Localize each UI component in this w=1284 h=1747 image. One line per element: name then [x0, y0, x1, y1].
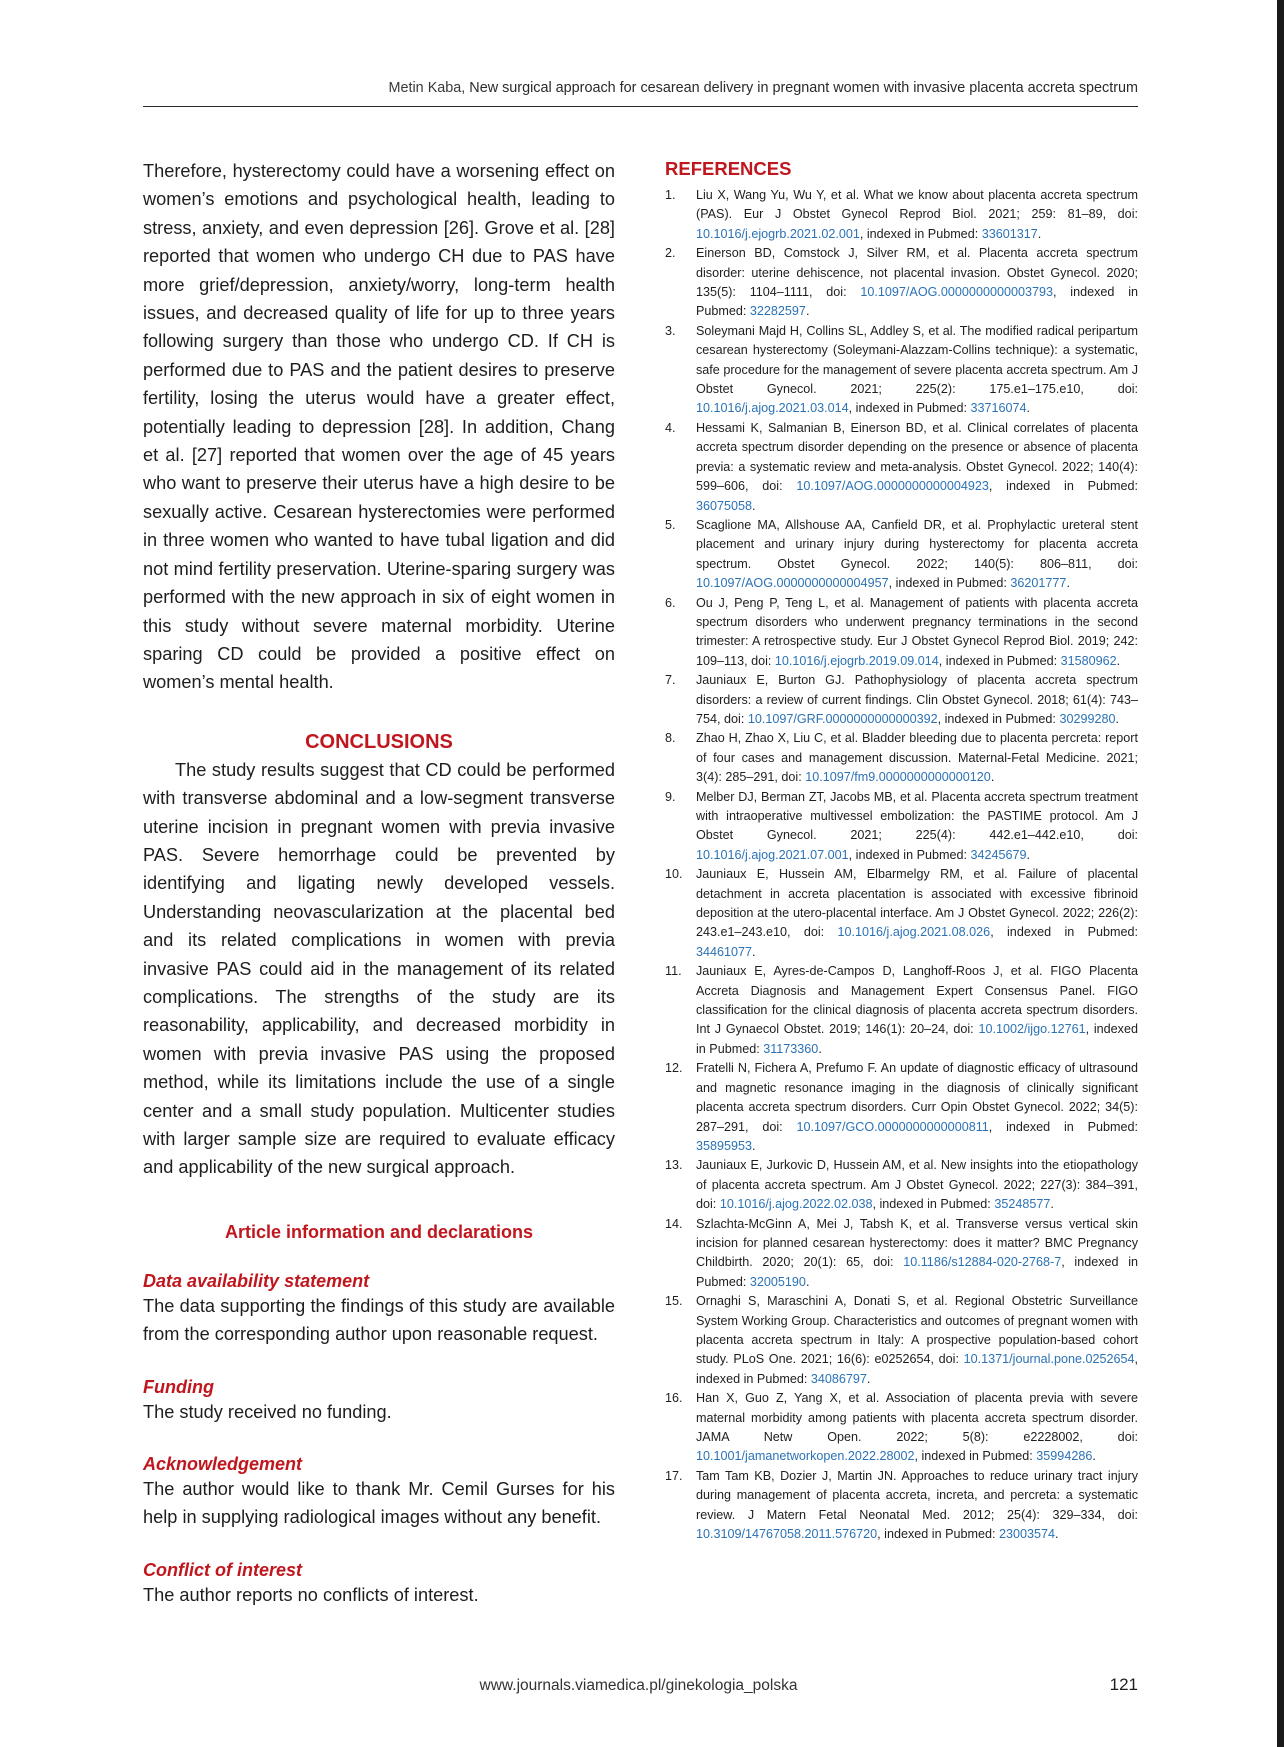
- reference-text: Scaglione MA, Allshouse AA, Canfield DR, et al. Prophylactic ureteral stent placement and urinary injury during hysterectomy for placenta accreta spectrum. Obstet Gynecol. 2022; 140(5): 806–811, doi:: [696, 517, 1138, 571]
- reference-text: Fratelli N, Fichera A, Prefumo F. An update of diagnostic efficacy of ultrasound and magnetic resonance imaging in the diagnosis of clinically significant placenta accreta spectrum disorders. Curr Opin Obstet Gynecol. 2022; 34(5): 287–291, doi:: [696, 1061, 1138, 1134]
- reference-number: 10.: [665, 867, 683, 882]
- declaration-title: Funding: [143, 1376, 214, 1397]
- reference-doi-link[interactable]: 10.3109/14767058.2011.576720: [696, 1527, 878, 1542]
- reference-text: Ou J, Peng P, Teng L, et al. Management of patients with placenta accreta spectrum disorders who underwent pregnancy terminations in the second trimester: A retrospective study. Eur J Obstet Gynecol Reprod Biol. 2019; 242: 109–113, doi:: [696, 595, 1138, 668]
- reference-number: 5.: [665, 517, 676, 532]
- reference-pubmed-link[interactable]: 35994286: [1036, 1449, 1093, 1464]
- running-header: [143, 80, 1138, 107]
- reference-pubmed-link[interactable]: 30299280: [1059, 711, 1116, 726]
- reference-doi-link[interactable]: 10.1016/j.ajog.2021.07.001: [696, 847, 849, 862]
- reference-item: [665, 1389, 1138, 1467]
- declaration-data-availability: [143, 1271, 615, 1349]
- reference-number: 1.: [665, 188, 676, 202]
- declaration-conflict-of-interest: [143, 1560, 615, 1609]
- reference-number: 14.: [665, 1216, 683, 1231]
- reference-pubmed-label: , indexed in Pubmed:: [848, 401, 967, 416]
- reference-number: 11.: [665, 964, 682, 979]
- reference-number: 16.: [665, 1391, 683, 1406]
- conclusions-paragraph: The study results suggest that CD could be performed with transverse abdominal and a low-segment transverse uterine incision in pregnant women with previa invasive PAS. Severe hemorrhage could be prevented by identifying and ligating newly developed vessels. Understanding neovascularization at the placental bed and its related complications in women with previa invasive PAS could aid in the management of its related complications. The strengths of the study are its reasonability, applicability, and decreased morbidity in women with previa invasive PAS using the proposed method, while its limitations include the use of a single center and a small study population. Multicenter studies with larger sample size are required to evaluate efficacy and applicability of the new surgical approach.: [143, 759, 615, 1178]
- declaration-title: Conflict of interest: [143, 1559, 303, 1580]
- reference-end: .: [1026, 847, 1031, 862]
- reference-item: [665, 516, 1138, 594]
- reference-pubmed-label: , indexed in Pubmed:: [859, 226, 979, 241]
- reference-pubmed-label: , indexed in Pubmed:: [696, 1022, 1138, 1056]
- reference-item: [665, 322, 1138, 419]
- reference-item: [665, 244, 1138, 322]
- reference-pubmed-label: , indexed in Pubmed:: [872, 1197, 991, 1212]
- article-info-heading: Article information and declarations: [224, 1221, 534, 1242]
- reference-item: [665, 865, 1138, 962]
- reference-pubmed-label: , indexed in Pubmed:: [696, 1255, 1139, 1289]
- reference-pubmed-label: , indexed in Pubmed:: [990, 925, 1138, 940]
- reference-doi-link[interactable]: 10.1371/journal.pone.0252654: [963, 1352, 1135, 1367]
- reference-pubmed-label: , indexed in Pubmed:: [877, 1527, 996, 1542]
- reference-number: 4.: [665, 420, 676, 435]
- reference-item: [665, 671, 1138, 729]
- reference-doi-link[interactable]: 10.1097/AOG.0000000000004923: [796, 479, 989, 494]
- reference-doi-link[interactable]: 10.1097/AOG.0000000000004957: [696, 576, 889, 591]
- header-title: New surgical approach for cesarean delivery in pregnant women with invasive placenta accreta spectrum: [469, 80, 1138, 96]
- reference-text: Hessami K, Salmanian B, Einerson BD, et al. Clinical correlates of placenta accreta spectrum disorder depending on the presence or absence of placenta previa: a systematic review and meta-analysis. Obstet Gynecol. 2022; 140(4): 599–606, doi:: [696, 420, 1138, 494]
- reference-number: 7.: [665, 673, 676, 688]
- declaration-text: The author reports no conflicts of interest.: [143, 1584, 479, 1605]
- reference-doi-link[interactable]: 10.1016/j.ejogrb.2021.02.001: [696, 226, 860, 241]
- reference-number: 6.: [665, 595, 676, 610]
- reference-end: .: [752, 498, 756, 513]
- reference-text: Ornaghi S, Maraschini A, Donati S, et al. Regional Obstetric Surveillance System Working Group. Characteristics and outcomes of pregnant women with placenta accreta spectrum in Italy: A prospective population-based cohort study. PLoS One. 2021; 16(6): e0252654, doi:: [696, 1294, 1138, 1367]
- reference-pubmed-label: , indexed in Pubmed:: [938, 653, 1058, 668]
- reference-pubmed-link[interactable]: 36201777: [1010, 576, 1067, 591]
- reference-doi-link[interactable]: 10.1097/GRF.0000000000000392: [747, 711, 938, 726]
- reference-pubmed-label: , indexed in Pubmed:: [696, 285, 1138, 319]
- reference-item: [665, 729, 1138, 787]
- reference-item: [665, 419, 1138, 516]
- reference-pubmed-label: , indexed in Pubmed:: [937, 711, 1056, 726]
- reference-text: Soleymani Majd H, Collins SL, Addley S, et al. The modified radical peripartum cesarean hysterectomy (Soleymani-Alazzam-Collins technique): a systematic, safe procedure for the management of severe placenta accreta spectrum. Am J Obstet Gynecol. 2021; 225(2): 175.e1–175.e10, doi:: [696, 323, 1138, 397]
- reference-text: Tam Tam KB, Dozier J, Martin JN. Approaches to reduce urinary tract injury during management of placenta accreta, increta, and percreta: a systematic review. J Matern Fetal Neonatal Med. 2012; 25(4): 329–334, doi:: [696, 1468, 1138, 1522]
- reference-pubmed-link[interactable]: 34245679: [970, 847, 1027, 862]
- reference-end: .: [1026, 401, 1031, 416]
- reference-text: Zhao H, Zhao X, Liu C, et al. Bladder bleeding due to placenta percreta: report of four cases and management discussion. Maternal-Fetal Medicine. 2021; 3(4): 285–291, doi:: [696, 731, 1138, 785]
- right-column: [665, 158, 1138, 1544]
- reference-pubmed-link[interactable]: 33716074: [970, 401, 1027, 416]
- declaration-acknowledgement: [143, 1454, 615, 1532]
- reference-pubmed-link[interactable]: 33601317: [981, 226, 1038, 241]
- declaration-title: Data availability statement: [143, 1270, 370, 1291]
- reference-doi-link[interactable]: 10.1016/j.ajog.2022.02.038: [719, 1197, 873, 1212]
- reference-number: 9.: [665, 789, 676, 804]
- reference-number: 13.: [665, 1158, 683, 1173]
- reference-end: .: [1116, 653, 1121, 668]
- reference-text: Jauniaux E, Hussein AM, Elbarmelgy RM, et al. Failure of placental detachment in accreta placentation is associated with excessive fibrinoid deposition at the utero-placental interface. Am J Obstet Gynecol. 2022; 226(2): 243.e1–243.e10, doi:: [696, 867, 1138, 940]
- declaration-text: The study received no funding.: [143, 1401, 392, 1422]
- reference-pubmed-link[interactable]: 35248577: [994, 1197, 1051, 1212]
- reference-number: 2.: [665, 246, 676, 261]
- reference-end: .: [1092, 1449, 1096, 1464]
- reference-number: 17.: [665, 1468, 683, 1483]
- reference-doi-link[interactable]: 10.1002/ijgo.12761: [978, 1022, 1086, 1037]
- reference-text: Han X, Guo Z, Yang X, et al. Association of placenta previa with severe maternal morbidity among patients with placenta accreta spectrum disorder. JAMA Netw Open. 2022; 5(8): e2228002, doi:: [696, 1391, 1138, 1444]
- reference-item: [665, 962, 1138, 1059]
- reference-pubmed-link[interactable]: 23003574: [999, 1527, 1056, 1542]
- reference-number: 8.: [665, 731, 676, 746]
- reference-text: Einerson BD, Comstock J, Silver RM, et al. Placenta accreta spectrum disorder: uterine dehiscence, not placental invasion. Obstet Gynecol. 2020; 135(5): 1104–1111, doi:: [696, 246, 1138, 300]
- reference-end: .: [866, 1371, 871, 1386]
- header-author: Metin Kaba,: [388, 80, 466, 96]
- reference-pubmed-label: , indexed in Pubmed:: [988, 479, 1138, 494]
- reference-doi-link[interactable]: 10.1016/j.ajog.2021.08.026: [837, 925, 991, 940]
- reference-text: Melber DJ, Berman ZT, Jacobs MB, et al. Placenta accreta spectrum treatment with intraoperative multivessel embolization: the PASTIME protocol. Am J Obstet Gynecol. 2021; 225(4): 442.e1–442.e10, doi:: [696, 789, 1138, 843]
- reference-end: .: [1066, 576, 1070, 591]
- reference-pubmed-link[interactable]: 36075058: [696, 498, 753, 513]
- declaration-text: The author would like to thank Mr. Cemil Gurses for his help in supplying radiological images without any benefit.: [143, 1479, 615, 1528]
- conclusions-heading: CONCLUSIONS: [305, 730, 453, 753]
- reference-pubmed-link[interactable]: 31173360: [763, 1041, 819, 1056]
- reference-end: .: [805, 304, 810, 319]
- reference-number: 12.: [665, 1061, 683, 1076]
- reference-text: Jauniaux E, Burton GJ. Pathophysiology of placenta accreta spectrum disorders: a review of current findings. Clin Obstet Gynecol. 2018; 61(4): 743–754, doi:: [696, 673, 1138, 726]
- reference-pubmed-link[interactable]: 31580962: [1060, 653, 1117, 668]
- reference-item: [665, 1215, 1138, 1293]
- reference-pubmed-link[interactable]: 32005190: [749, 1274, 806, 1289]
- reference-text: Jauniaux E, Ayres-de-Campos D, Langhoff-Roos J, et al. FIGO Placenta Accreta Diagnosis and Management Expert Consensus Panel. FIGO classification for the clinical diagnosis of placenta accreta spectrum disorders. Int J Gynaecol Obstet. 2019; 146(1): 20–24, doi:: [696, 964, 1138, 1037]
- reference-number: 3.: [665, 323, 676, 338]
- reference-end: .: [805, 1274, 810, 1289]
- reference-doi-link[interactable]: 10.1016/j.ajog.2021.03.014: [696, 401, 849, 416]
- reference-pubmed-label: , indexed in Pubmed:: [988, 1119, 1138, 1134]
- reference-pubmed-link[interactable]: 34461077: [696, 944, 753, 959]
- reference-doi-link[interactable]: 10.1016/j.ejogrb.2019.09.014: [774, 653, 939, 668]
- reference-pubmed-link[interactable]: 34086797: [810, 1371, 867, 1386]
- reference-item: [665, 1156, 1138, 1214]
- reference-list: [665, 186, 1138, 1544]
- reference-end: .: [1115, 711, 1119, 726]
- reference-doi-link[interactable]: 10.1097/fm9.0000000000000120: [805, 770, 991, 785]
- reference-end: .: [752, 944, 756, 959]
- left-column: [143, 157, 615, 1609]
- reference-doi-link[interactable]: 10.1186/s12884-020-2768-7: [903, 1255, 1062, 1270]
- reference-end: .: [752, 1138, 756, 1153]
- reference-pubmed-link[interactable]: 35895953: [696, 1138, 753, 1153]
- footer-url[interactable]: www.journals.viamedica.pl/ginekologia_polska: [479, 1677, 798, 1694]
- reference-number: 15.: [665, 1294, 683, 1309]
- reference-end: .: [990, 770, 995, 785]
- reference-doi-link[interactable]: 10.1097/AOG.0000000000003793: [860, 285, 1053, 300]
- page-number: 121: [1109, 1675, 1138, 1694]
- reference-pubmed-label: , indexed in Pubmed:: [914, 1449, 1033, 1464]
- reference-item: [665, 1059, 1138, 1156]
- declaration-title: Acknowledgement: [143, 1454, 303, 1475]
- reference-pubmed-label: , indexed in Pubmed:: [888, 576, 1007, 591]
- references-heading: REFERENCES: [665, 158, 792, 179]
- reference-end: .: [1050, 1197, 1054, 1212]
- reference-end: .: [1055, 1527, 1059, 1542]
- reference-item: [665, 788, 1138, 866]
- reference-text: Szlachta-McGinn A, Mei J, Tabsh K, et al. Transverse versus vertical skin incision for planned cesarean hysterectomy: does it matter? BMC Pregnancy Childbirth. 2020; 20(1): 65, doi:: [696, 1216, 1138, 1270]
- reference-item: [665, 186, 1138, 244]
- reference-pubmed-label: , indexed in Pubmed:: [848, 847, 967, 862]
- reference-pubmed-label: , indexed in Pubmed:: [696, 1352, 1138, 1386]
- reference-text: Jauniaux E, Jurkovic D, Hussein AM, et al. New insights into the etiopathology of placenta accreta spectrum. Am J Obstet Gynecol. 2022; 227(3): 384–391, doi:: [696, 1158, 1138, 1212]
- reference-item: [665, 1292, 1138, 1389]
- reference-item: [665, 1467, 1138, 1545]
- reference-pubmed-link[interactable]: 32282597: [749, 304, 806, 319]
- intro-paragraph: Therefore, hysterectomy could have a worsening effect on women’s emotions and psychological health, leading to stress, anxiety, and even depression [26]. Grove et al. [28] reported that women who undergo CH due to PAS have more grief/depression, anxiety/worry, long-term health issues, and decreased quality of life for up to three years following surgery than those who undergo CD. If CH is performed due to PAS and the patient desires to preserve fertility, losing the uterus would have a greater effect, potentially leading to depression [28]. In addition, Chang et al. [27] reported that women over the age of 45 years who want to preserve their uterus have a high desire to be sexually active. Cesarean hysterectomies were performed in three women who wanted to have tubal ligation and did not mind fertility preservation. Uterine-sparing surgery was performed with the new approach in six of eight women in this study without severe maternal morbidity. Uterine sparing CD could be provided a positive effect on women’s mental health.: [143, 161, 615, 693]
- reference-end: .: [1037, 226, 1042, 241]
- reference-doi-link[interactable]: 10.1097/GCO.0000000000000811: [796, 1119, 989, 1134]
- declaration-text: The data supporting the findings of this study are available from the corresponding author upon reasonable request.: [143, 1295, 615, 1345]
- reference-item: [665, 594, 1138, 672]
- reference-doi-link[interactable]: 10.1001/jamanetworkopen.2022.28002: [696, 1449, 915, 1464]
- reference-text: Liu X, Wang Yu, Wu Y, et al. What we know about placenta accreta spectrum (PAS). Eur J Obstet Gynecol Reprod Biol. 2021; 259: 81–89, doi:: [696, 188, 1138, 222]
- reference-end: .: [818, 1041, 822, 1056]
- declaration-funding: [143, 1377, 615, 1426]
